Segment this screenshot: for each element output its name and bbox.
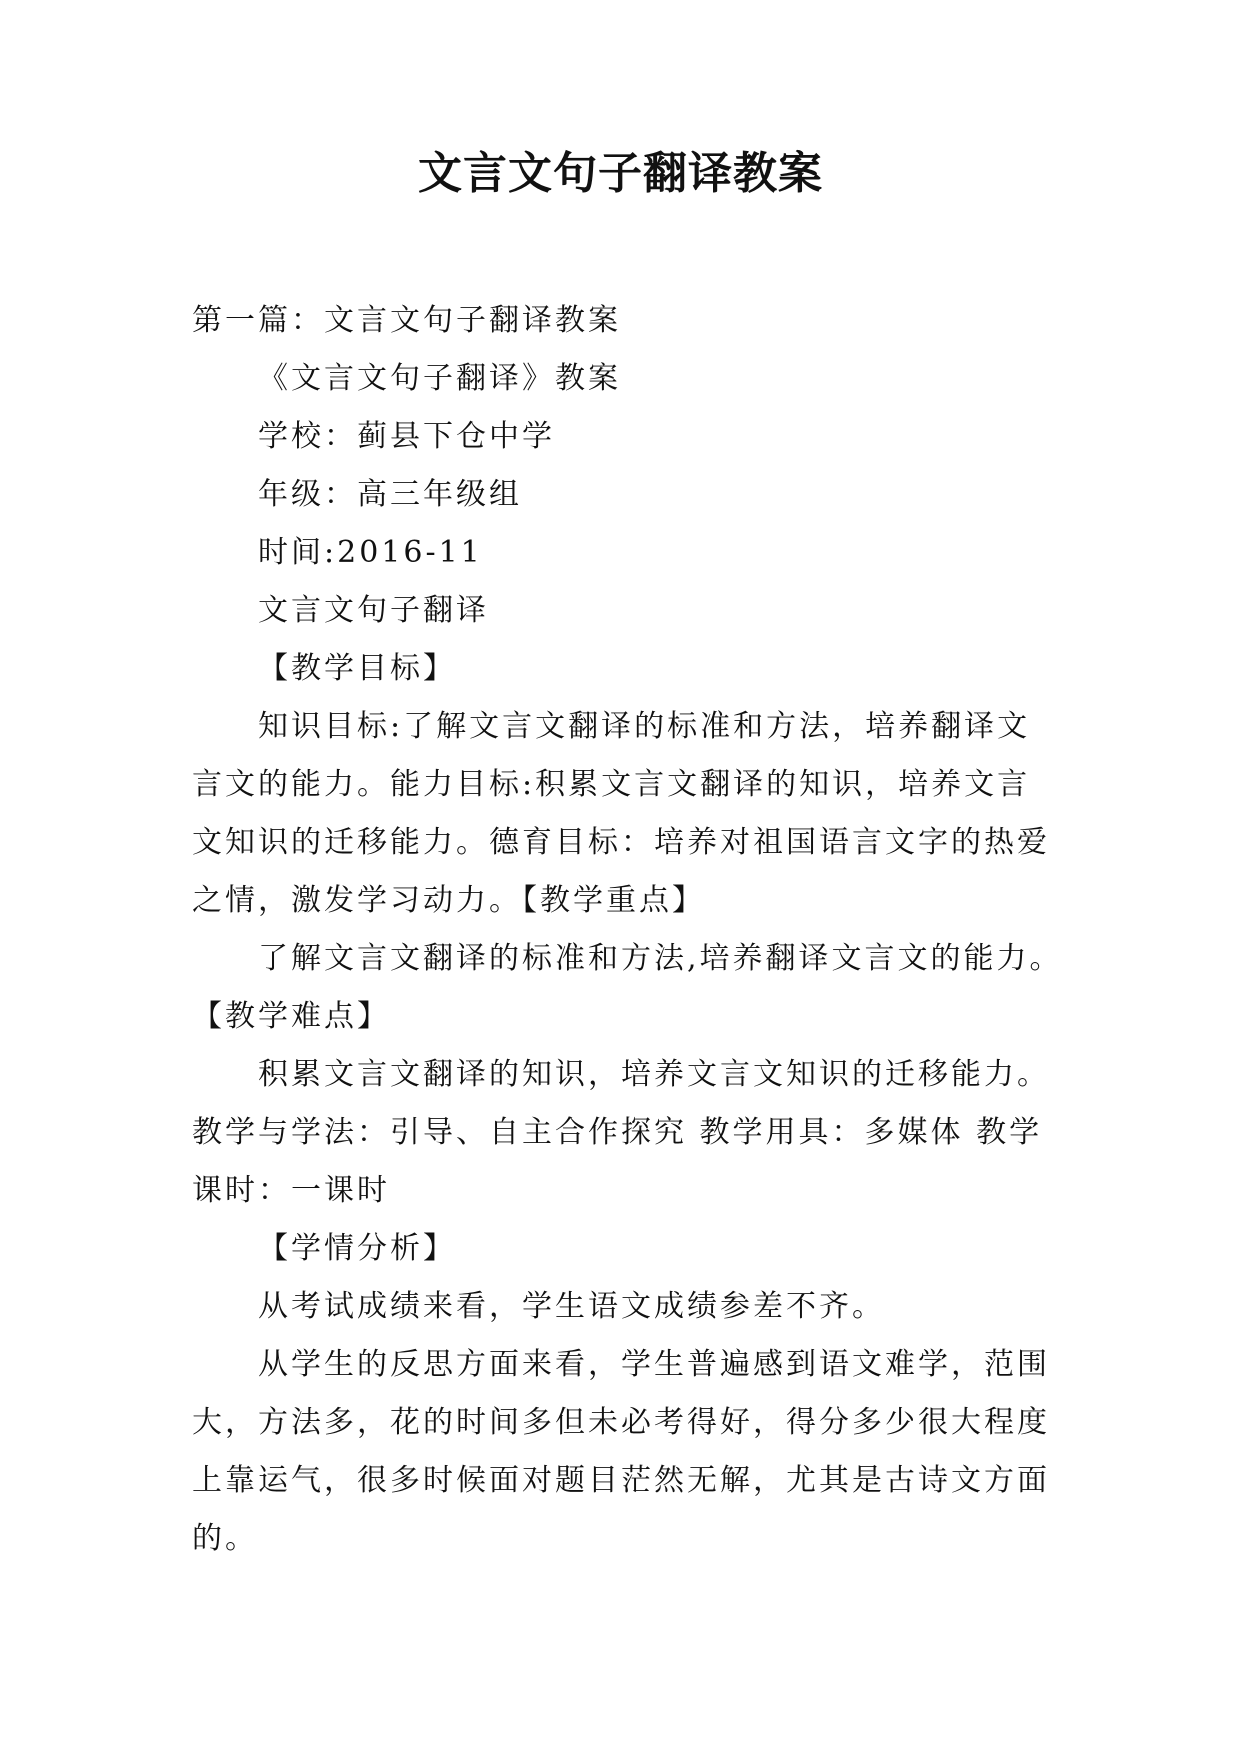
text-line: 第一篇：文言文句子翻译教案 [192, 303, 621, 338]
text-line: 从学生的反思方面来看，学生普遍感到语文难学，范围 [258, 1347, 1050, 1382]
text-line: 课时：一课时 [192, 1173, 390, 1208]
text-line: 之情，激发学习动力。【教学重点】 [192, 883, 705, 918]
text-line: 上靠运气，很多时候面对题目茫然无解，尤其是古诗文方面 [192, 1463, 1050, 1498]
text-line: 《文言文句子翻译》教案 [258, 361, 621, 396]
document-body [192, 292, 1092, 1568]
text-line: 言文的能力。能力目标:积累文言文翻译的知识，培养文言 [192, 767, 1031, 802]
text-line: 学校：蓟县下仓中学 [258, 419, 555, 454]
text-line: 文知识的迁移能力。德育目标：培养对祖国语言文字的热爱 [192, 825, 1050, 860]
text-line: 的。 [192, 1521, 258, 1556]
text-line: 积累文言文翻译的知识，培养文言文知识的迁移能力。 [258, 1057, 1050, 1092]
text-line: 时间:2016-11 [258, 535, 483, 570]
text-line: 【教学难点】 [192, 999, 390, 1034]
text-line: 年级：高三年级组 [258, 477, 522, 512]
text-line: 大，方法多，花的时间多但未必考得好，得分多少很大程度 [192, 1405, 1050, 1440]
text-line: 文言文句子翻译 [258, 593, 489, 628]
text-line: 教学与学法：引导、自主合作探究 教学用具：多媒体 教学 [192, 1115, 1043, 1150]
document-title: 文言文句子翻译教案 [418, 148, 823, 199]
text-line: 【教学目标】 [258, 651, 456, 686]
text-line: 从考试成绩来看，学生语文成绩参差不齐。 [258, 1289, 885, 1324]
text-line: 【学情分析】 [258, 1231, 456, 1266]
text-line: 知识目标:了解文言文翻译的标准和方法，培养翻译文 [258, 709, 1031, 744]
text-line: 了解文言文翻译的标准和方法,培养翻译文言文的能力。 [258, 941, 1063, 976]
